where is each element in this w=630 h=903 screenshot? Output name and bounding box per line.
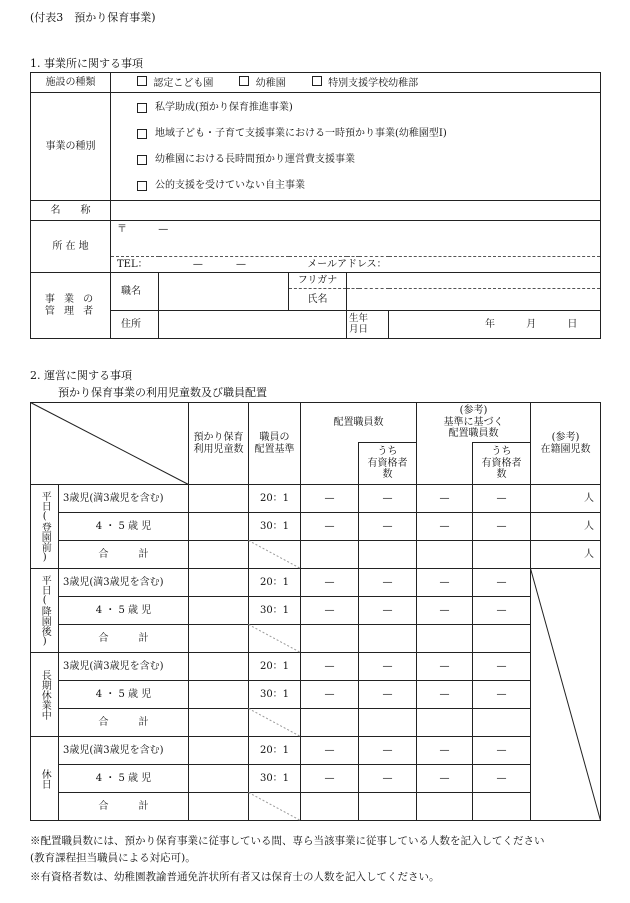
assigned-qualified: —	[359, 653, 417, 681]
reference-staff: —	[417, 737, 473, 765]
reference-qualified	[473, 541, 531, 569]
table-row	[31, 737, 601, 765]
assigned-staff: —	[301, 653, 359, 681]
reference-qualified: —	[473, 513, 531, 541]
assigned-staff: —	[301, 513, 359, 541]
email-label: メールアドレス：	[307, 258, 387, 270]
assigned-staff: —	[301, 597, 359, 625]
header-qualified-2: うち 有資格者 数	[473, 443, 531, 485]
address-field[interactable]	[111, 221, 601, 257]
reference-staff: —	[417, 485, 473, 513]
assigned-staff	[301, 709, 359, 737]
birth-label: 生年 月日	[347, 311, 389, 339]
staff-ratio: 30：1	[249, 513, 301, 541]
table-row	[31, 485, 601, 513]
facility-option-3[interactable]: 特別支援学校幼稚部	[312, 76, 418, 90]
header-staff-ratio: 職員の 配置基準	[249, 403, 301, 485]
staff-ratio: 30：1	[249, 597, 301, 625]
staff-ratio: 20：1	[249, 653, 301, 681]
row-label: 3歳児(満3歳児を含む)	[59, 485, 189, 513]
checkbox-icon[interactable]	[137, 76, 147, 86]
row-label: 4 ・ 5 歳 児	[59, 681, 189, 709]
users-input[interactable]	[189, 513, 249, 541]
assigned-staff: —	[301, 569, 359, 597]
row-label: 4 ・ 5 歳 児	[59, 597, 189, 625]
facility-type-label: 施設の種類	[31, 73, 111, 93]
enrolled-na-cell	[531, 569, 601, 821]
tel-dash-2: —	[236, 258, 246, 270]
assigned-qualified: —	[359, 485, 417, 513]
reference-staff	[417, 625, 473, 653]
reference-qualified: —	[473, 597, 531, 625]
postal-dash: —	[158, 224, 169, 235]
users-input[interactable]	[189, 541, 249, 569]
group-label	[31, 653, 59, 737]
enrolled-count: 人	[531, 485, 601, 513]
business-info-table	[30, 72, 601, 339]
note-1: ※配置職員数には、預かり保育事業に従事している間、専ら当該事業に従事している人数を記入してください	[30, 835, 545, 847]
manager-label: 事 業 の 管 理 者	[31, 273, 111, 339]
users-input[interactable]	[189, 569, 249, 597]
staff-ratio	[249, 625, 301, 653]
table-row	[31, 709, 601, 737]
users-input[interactable]	[189, 625, 249, 653]
facility-option-2[interactable]: 幼稚園	[239, 76, 285, 90]
assigned-qualified	[359, 709, 417, 737]
users-input[interactable]	[189, 765, 249, 793]
reference-staff: —	[417, 765, 473, 793]
users-input[interactable]	[189, 653, 249, 681]
checkbox-icon[interactable]	[137, 155, 147, 165]
assigned-qualified: —	[359, 681, 417, 709]
note-2: ※有資格者数は、幼稚園教諭普通免許状所有者又は保育士の人数を記入してください。	[30, 871, 440, 883]
reference-qualified: —	[473, 569, 531, 597]
checkbox-icon[interactable]	[137, 103, 147, 113]
reference-staff: —	[417, 569, 473, 597]
row-label: 合 計	[59, 793, 189, 821]
postal-mark: 〒	[117, 224, 127, 235]
assigned-staff: —	[301, 765, 359, 793]
reference-staff	[417, 793, 473, 821]
manager-name-label: 氏名	[289, 289, 347, 311]
checkbox-icon[interactable]	[137, 181, 147, 191]
table-row	[31, 569, 601, 597]
reference-qualified: —	[473, 737, 531, 765]
assigned-qualified: —	[359, 569, 417, 597]
table-row	[31, 765, 601, 793]
staff-ratio: 30：1	[249, 681, 301, 709]
manager-address-label: 住所	[111, 311, 159, 339]
section1-title: 1. 事業所に関する事項	[30, 57, 143, 70]
row-label: 合 計	[59, 709, 189, 737]
facility-option-1[interactable]: 認定こども園	[137, 76, 213, 90]
group-label	[31, 737, 59, 821]
reference-staff: —	[417, 681, 473, 709]
reference-qualified: —	[473, 653, 531, 681]
furigana-field[interactable]	[347, 273, 601, 289]
tel-label: TEL：	[117, 258, 148, 270]
form-title: (付表3 預かり保育事業)	[30, 11, 156, 24]
tel-dash-1: —	[192, 258, 203, 270]
header-assigned-staff: 配置職員数	[301, 403, 417, 443]
tel-email-row[interactable]	[111, 257, 601, 273]
group-label	[31, 569, 59, 653]
header-qualified-1: うち 有資格者 数	[359, 443, 417, 485]
reference-qualified	[473, 709, 531, 737]
table-row	[31, 625, 601, 653]
staff-ratio	[249, 541, 301, 569]
reference-staff: —	[417, 513, 473, 541]
reference-qualified: —	[473, 765, 531, 793]
table-row	[31, 513, 601, 541]
note-1b: (教育課程担当職員による対応可)。	[30, 852, 196, 864]
staff-ratio: 30：1	[249, 765, 301, 793]
birth-field[interactable]	[389, 311, 601, 339]
business-option-4[interactable]: 公的支援を受けていない自主事業	[111, 173, 600, 199]
checkbox-icon[interactable]	[239, 76, 249, 86]
group-label-text: 長期休業中	[39, 669, 51, 720]
staff-ratio	[249, 709, 301, 737]
staff-ratio: 20：1	[249, 485, 301, 513]
reference-qualified: —	[473, 485, 531, 513]
furigana-label: フリガナ	[289, 273, 347, 289]
row-label: 4 ・ 5 歳 児	[59, 513, 189, 541]
users-input[interactable]	[189, 793, 249, 821]
assigned-qualified: —	[359, 597, 417, 625]
header-reference-enrolled: (参考) 在籍園児数	[531, 403, 601, 485]
assigned-staff	[301, 793, 359, 821]
section2-title: 2. 運営に関する事項	[30, 369, 132, 382]
header-users: 預かり保育 利用児童数	[189, 403, 249, 485]
assigned-staff	[301, 625, 359, 653]
reference-staff: —	[417, 653, 473, 681]
enrolled-count: 人	[531, 513, 601, 541]
reference-staff: —	[417, 597, 473, 625]
address-label: 所 在 地	[31, 221, 111, 273]
reference-qualified: —	[473, 681, 531, 709]
name-label: 名 称	[31, 201, 111, 221]
job-title-field[interactable]	[159, 273, 289, 311]
reference-staff	[417, 709, 473, 737]
row-label: 合 計	[59, 625, 189, 653]
checkbox-icon[interactable]	[137, 129, 147, 139]
assigned-qualified	[359, 625, 417, 653]
business-option-1[interactable]: 私学助成(預かり保育推進事業)	[111, 95, 600, 121]
name-field[interactable]	[111, 201, 601, 221]
year-label: 年	[485, 318, 495, 330]
staff-ratio: 20：1	[249, 569, 301, 597]
assigned-qualified: —	[359, 737, 417, 765]
staff-ratio: 20：1	[249, 737, 301, 765]
reference-qualified	[473, 793, 531, 821]
assigned-staff	[301, 541, 359, 569]
users-input[interactable]	[189, 485, 249, 513]
table-row	[31, 653, 601, 681]
table-row	[31, 681, 601, 709]
operations-table	[30, 402, 601, 821]
assigned-qualified	[359, 793, 417, 821]
users-input[interactable]	[189, 737, 249, 765]
section2-subtitle: 預かり保育事業の利用児童数及び職員配置	[58, 386, 267, 399]
group-label-text: 休日	[39, 768, 51, 789]
manager-name-field[interactable]	[347, 289, 601, 311]
day-label: 日	[567, 318, 578, 330]
reference-qualified	[473, 625, 531, 653]
row-label: 3歳児(満3歳児を含む)	[59, 737, 189, 765]
job-title-label: 職名	[111, 273, 159, 311]
manager-address-field[interactable]	[159, 311, 347, 339]
row-label: 合 計	[59, 541, 189, 569]
table-row	[31, 541, 601, 569]
row-label: 4 ・ 5 歳 児	[59, 765, 189, 793]
assigned-qualified: —	[359, 513, 417, 541]
row-label: 3歳児(満3歳児を含む)	[59, 653, 189, 681]
table-row	[31, 597, 601, 625]
business-option-2[interactable]: 地域子ども・子育て支援事業における一時預かり事業(幼稚園型Ⅰ)	[111, 121, 600, 147]
users-input[interactable]	[189, 709, 249, 737]
checkbox-icon[interactable]	[312, 76, 322, 86]
group-label-text: 平日(降園後)	[39, 574, 51, 647]
reference-staff	[417, 541, 473, 569]
assigned-staff: —	[301, 485, 359, 513]
corner-cell	[31, 403, 189, 485]
assigned-qualified: —	[359, 765, 417, 793]
header-reference-staff: (参考) 基準に基づく 配置職員数	[417, 403, 531, 443]
enrolled-count: 人	[531, 541, 601, 569]
users-input[interactable]	[189, 597, 249, 625]
staff-ratio	[249, 793, 301, 821]
row-label: 3歳児(満3歳児を含む)	[59, 569, 189, 597]
assigned-staff: —	[301, 681, 359, 709]
business-type-label: 事業の種別	[31, 93, 111, 201]
business-option-3[interactable]: 幼稚園における長時間預かり運営費支援事業	[111, 147, 600, 173]
assigned-staff: —	[301, 737, 359, 765]
month-label: 月	[526, 318, 537, 330]
group-label-text: 平日(登園前)	[39, 490, 51, 563]
users-input[interactable]	[189, 681, 249, 709]
table-row	[31, 793, 601, 821]
assigned-qualified	[359, 541, 417, 569]
group-label	[31, 485, 59, 569]
